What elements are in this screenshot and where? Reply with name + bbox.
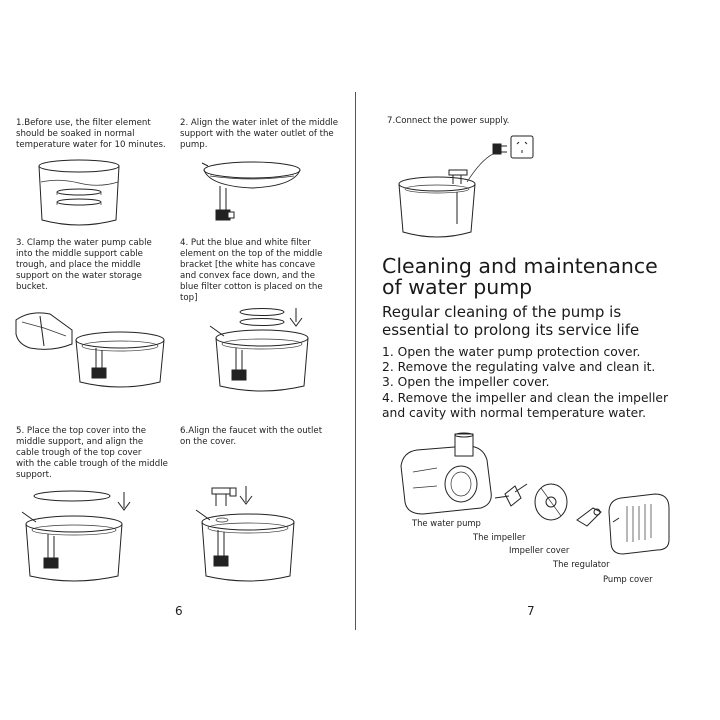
section-title — [382, 256, 702, 298]
step-4-line-1: 4. Put the blue and white filter — [180, 238, 311, 248]
step-4-line-4: and convex face down, and the — [180, 271, 316, 281]
step-3-line-1: 3. Clamp the water pump cable — [16, 238, 152, 248]
cleaning-steps-list — [382, 345, 712, 421]
step-4-line-6: top] — [180, 293, 198, 303]
cleaning-step-3: 3. Open the impeller cover. — [382, 375, 550, 390]
step-3-line-4: support on the water storage — [16, 271, 142, 281]
label-impeller-cover: Impeller cover — [509, 545, 570, 555]
section-subtitle-line-1: Regular cleaning of the pump is — [382, 303, 622, 321]
section-title-line-2: of water pump — [382, 275, 533, 299]
step-1-line-2: should be soaked in normal — [16, 129, 135, 139]
step-2-line-3: pump. — [180, 140, 208, 150]
step-5-line-1: 5. Place the top cover into the — [16, 426, 147, 436]
clamp-cable-figure — [14, 306, 154, 392]
step-3-line-3: trough, and place the middle — [16, 260, 141, 270]
step-6-line-2: on the cover. — [180, 437, 237, 447]
step-4-text — [180, 238, 350, 304]
step-5-line-5: support. — [16, 470, 52, 480]
cleaning-step-4: 4. Remove the impeller and clean the impeller — [382, 390, 669, 405]
step-1-line-3: temperature water for 10 minutes. — [16, 140, 166, 150]
step-2-line-2: support with the water outlet of the — [180, 129, 334, 139]
page-number-left: 6 — [175, 604, 183, 618]
section-subtitle-line-2: essential to prolong its service life — [382, 321, 640, 339]
cleaning-step-2: 2. Remove the regulating valve and clean it. — [382, 360, 656, 375]
label-impeller: The impeller — [473, 532, 526, 542]
middle-support-align-figure — [200, 160, 305, 230]
step-2-line-1: 2. Align the water inlet of the middle — [180, 118, 339, 128]
section-subtitle — [382, 303, 712, 339]
step-5-line-2: middle support, and align the — [16, 437, 144, 447]
step-6-line-1: 6.Align the faucet with the outlet — [180, 426, 323, 436]
step-1-text — [16, 118, 181, 151]
cleaning-step-1: 1. Open the water pump protection cover. — [382, 345, 641, 359]
step-4-line-2: element on the top of the middle — [180, 249, 323, 259]
step-2-text — [180, 118, 350, 151]
label-pump-cover: Pump cover — [603, 574, 653, 584]
faucet-align-figure — [196, 484, 306, 592]
step-1-line-1: 1.Before use, the filter element — [16, 118, 151, 128]
step-7-text: 7.Connect the power supply. — [387, 116, 510, 126]
step-6-text — [180, 426, 350, 448]
step-4-line-3: bracket [the white has concave — [180, 260, 316, 270]
step-3-line-5: bucket. — [16, 282, 48, 292]
filter-soak-figure — [34, 158, 126, 230]
left-page — [0, 0, 356, 720]
pump-exploded-figure — [397, 432, 687, 560]
power-supply-figure — [397, 130, 537, 248]
step-3-text — [16, 238, 176, 293]
step-3-line-2: into the middle support cable — [16, 249, 143, 259]
label-regulator: The regulator — [553, 559, 610, 569]
top-cover-place-figure — [22, 490, 142, 590]
step-4-line-5: blue filter cotton is placed on the — [180, 282, 323, 292]
filter-element-place-figure — [210, 306, 320, 396]
step-5-line-3: cable trough of the top cover — [16, 448, 142, 458]
step-5-text — [16, 426, 186, 481]
page-number-right: 7 — [527, 604, 535, 618]
right-page — [357, 0, 720, 720]
step-5-line-4: with the cable trough of the middle — [16, 459, 168, 469]
section-title-line-1: Cleaning and maintenance — [382, 254, 658, 278]
cleaning-step-4-cont: and cavity with normal temperature water. — [382, 405, 647, 420]
label-water-pump: The water pump — [412, 518, 481, 528]
